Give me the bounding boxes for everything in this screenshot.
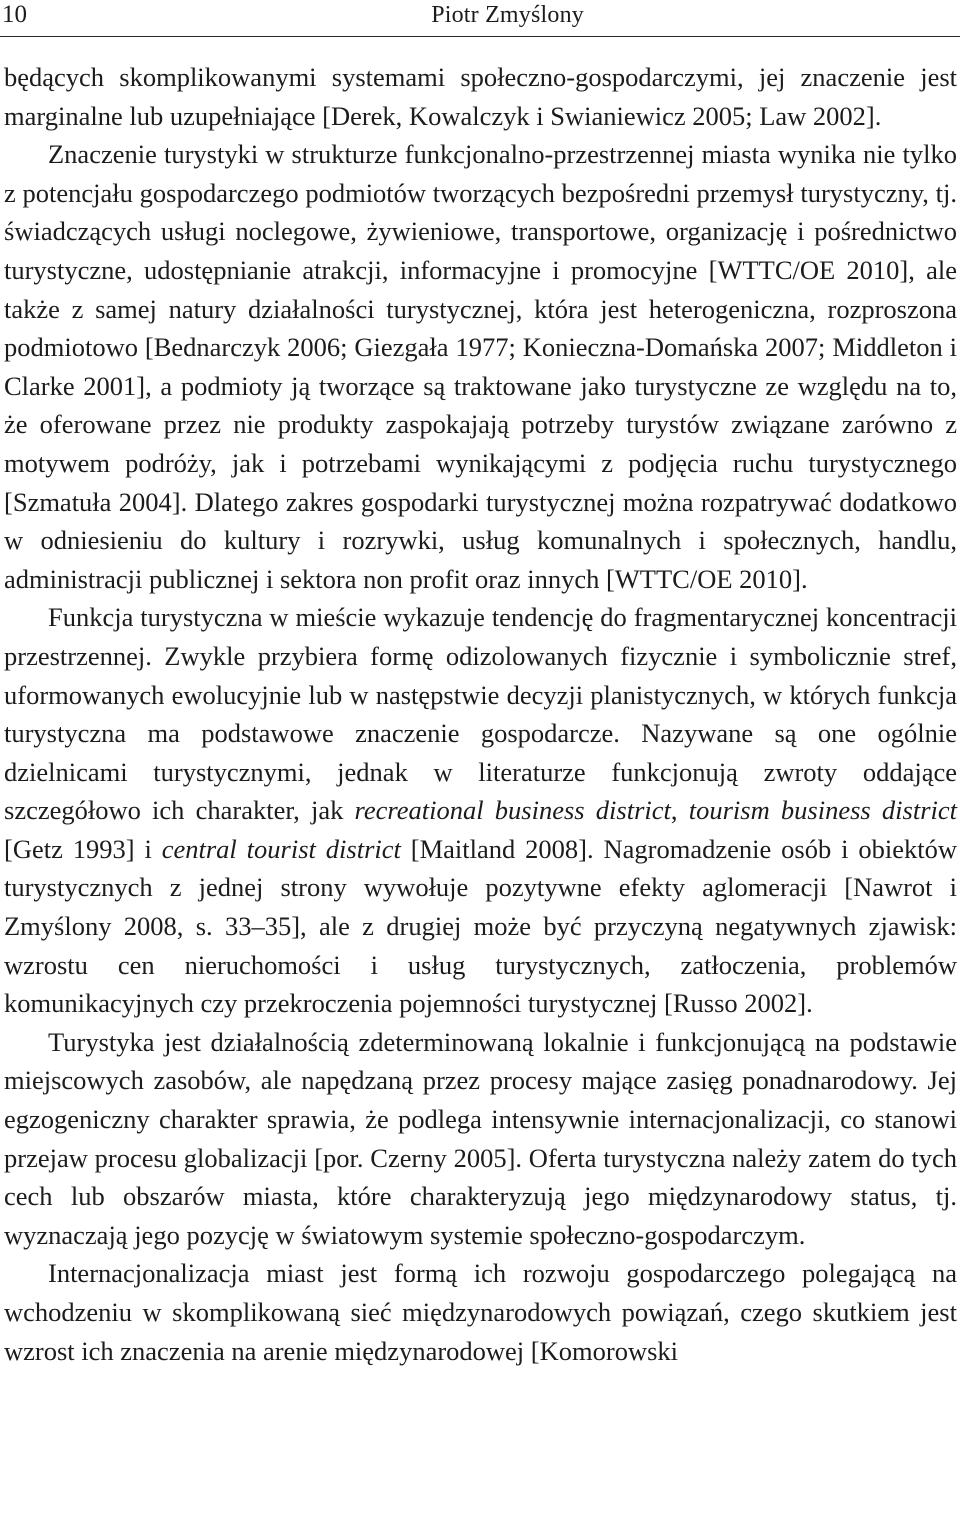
text-run: , <box>670 795 689 826</box>
body-paragraph <box>4 135 957 598</box>
body-paragraph <box>4 58 957 135</box>
text-run: [Getz 1993] i <box>4 833 162 864</box>
body-paragraph <box>4 1254 957 1370</box>
text-run: Turystyka jest działalnością zdeterminowaną lokalnie i funkcjonującą na podstawie miejscowych zasobów, ale napędzaną przez procesy mające zasięg ponadnarodowy. Jej egzogeniczny charakter sprawia, że podlega intensywnie internacjonalizacji, co stanowi przejaw procesu globalizacji [por. Czerny 2005]. Oferta turystyczna należy zatem do tych cech lub obszarów miasta, które charakteryzują jego międzynarodowy status, tj. wyznaczają jego pozycję w światowym systemie społeczno-gospodarczym. <box>4 1026 957 1250</box>
text-run: Znaczenie turystyki w strukturze funkcjonalno-przestrzennej miasta wynika nie tylko z potencjału gospodarczego podmiotów tworzących bezpośredni przemysł turystyczny, tj. świadczących usługi noclegowe, żywieniowe, transportowe, organizację i pośrednictwo turystyczne, udostępnianie atrakcji, informacyjne i promocyjne [WTTC/OE 2010], ale także z samej natury działalności turystycznej, która jest heterogeniczna, rozproszona podmiotowo [Bednarczyk 2006; Giezgała 1977; Konieczna-Domańska 2007; Middleton i Clarke 2001], a podmioty ją tworzące są traktowane jako turystyczne ze względu na to, że oferowane przez nie produkty zaspokajają potrzeby turystów związane zarówno z motywem podróży, jak i potrzebami wynikającymi z podjęcia ruchu turystycznego [Szmatuła 2004]. Dlatego zakres gospodarki turystycznej można rozpatrywać dodatkowo w odniesieniu do kultury i rozrywki, usług komunalnych i społecznych, handlu, administracji publicznej i sektora non profit oraz innych [WTTC/OE 2010]. <box>4 139 957 594</box>
body-text <box>4 58 957 1370</box>
text-run: będących skomplikowanymi systemami społeczno-gospodarczymi, jej znaczenie jest marginalne lub uzupełniające [Derek, Kowalczyk i Swianiewicz 2005; Law 2002]. <box>4 62 957 131</box>
text-run: Internacjonalizacja miast jest formą ich rozwoju gospodarczego polegającą na wchodzeniu w skomplikowaną sieć międzynarodowych powiązań, czego skutkiem jest wzrost ich znaczenia na arenie międzynarodowej [Komorowski <box>4 1258 957 1366</box>
text-run: [Maitland 2008]. Nagromadzenie osób i obiektów turystycznych z jednej strony wywołuje pozytywne efekty aglomeracji [Nawrot i Zmyślony 2008, s. 33–35], ale z drugiej może być przyczyną negatywnych zjawisk: wzrostu cen nieruchomości i usług turystycznych, zatłoczenia, problemów komunikacyjnych czy przekroczenia pojemności turystycznej [Russo 2002]. <box>4 833 957 1019</box>
page-number: 10 <box>2 1 27 28</box>
body-paragraph <box>4 598 957 1023</box>
italic-term: tourism business district <box>688 795 958 826</box>
running-head-author: Piotr Zmyślony <box>431 2 584 28</box>
body-paragraph <box>4 1023 957 1255</box>
page-header <box>0 0 960 37</box>
italic-term: central tourist district <box>161 833 401 864</box>
text-run: Funkcja turystyczna w mieście wykazuje tendencję do fragmentarycznej koncentracji przestrzennej. Zwykle przybiera formę odizolowanych fizycznie i symbolicznie stref, uformowanych ewolucyjnie lub w następstwie decyzji planistycznych, w których funkcja turystyczna ma podstawowe znaczenie gospodarcze. Nazywane są one ogólnie dzielnicami turystycznymi, jednak w literaturze funkcjonują zwroty oddające szczegółowo ich charakter, jak <box>4 602 957 826</box>
italic-term: recreational business district <box>354 795 671 826</box>
